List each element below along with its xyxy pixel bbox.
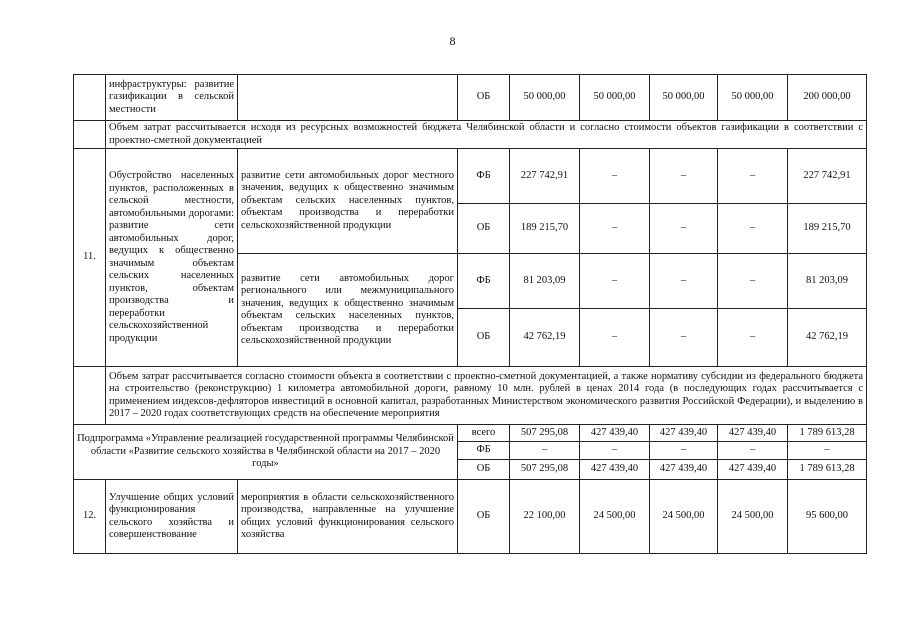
amount-cell: –	[718, 309, 788, 367]
table-row	[74, 425, 867, 442]
amount-cell: –	[510, 442, 580, 460]
amount-cell: 24 500,00	[650, 480, 718, 554]
amount-cell: –	[580, 254, 650, 309]
page-number: 8	[449, 34, 456, 48]
amount-cell: –	[718, 204, 788, 254]
amount-cell: –	[650, 442, 718, 460]
amount-cell: –	[650, 204, 718, 254]
amount-cell: 81 203,09	[510, 254, 580, 309]
amount-cell: –	[580, 442, 650, 460]
total-cell: 95 600,00	[788, 480, 867, 554]
amount-cell: 507 295,08	[510, 460, 580, 480]
amount-cell: –	[580, 309, 650, 367]
table-row	[74, 367, 867, 425]
amount-cell: –	[718, 442, 788, 460]
amount-cell: 50 000,00	[580, 75, 650, 121]
event-name: Обустройство населенных пунктов, расположенных в сельской местности, автомобильными дорогами: развитие сети автомобильных дорог, ведущих к общественно значимым объектам сельских населенных пунктов, объектам производства и переработки сельскохозяйственной продукции	[106, 149, 238, 367]
event-activity: развитие сети автомобильных дорог местного значения, ведущих к общественно значимым объектам сельских населенных пунктов, объектам производства и переработки сельскохозяйственной продукции	[238, 149, 458, 254]
amount-cell: 427 439,40	[650, 460, 718, 480]
table-row	[74, 149, 867, 204]
total-cell: 42 762,19	[788, 309, 867, 367]
amount-cell: 427 439,40	[580, 425, 650, 442]
amount-cell: 24 500,00	[580, 480, 650, 554]
table-row	[74, 480, 867, 554]
table-row	[74, 75, 867, 121]
event-activity: развитие сети автомобильных дорог регионального или межмуниципального значения, ведущих к общественно значимым объектам сельских населенных пунктов, объектам производства и переработки сельскохозяйственной продукции	[238, 254, 458, 367]
subprogram-title: Подпрограмма «Управление реализацией государственной программы Челябинской области «Развитие сельского хозяйства в Челябинской области на 2017 – 2020 годы»	[74, 425, 458, 480]
amount-cell: 427 439,40	[718, 425, 788, 442]
amount-cell: –	[580, 149, 650, 204]
amount-cell: –	[718, 149, 788, 204]
amount-cell: 427 439,40	[580, 460, 650, 480]
table-row	[74, 121, 867, 149]
amount-cell: 24 500,00	[718, 480, 788, 554]
total-cell: 81 203,09	[788, 254, 867, 309]
funding-source: ОБ	[458, 75, 510, 121]
event-activity	[238, 75, 458, 121]
funding-source: ФБ	[458, 442, 510, 460]
amount-cell: 189 215,70	[510, 204, 580, 254]
amount-cell: 507 295,08	[510, 425, 580, 442]
total-cell: 1 789 613,28	[788, 425, 867, 442]
amount-cell: 50 000,00	[510, 75, 580, 121]
row-number: 11.	[74, 149, 106, 367]
total-cell: 1 789 613,28	[788, 460, 867, 480]
total-cell: 200 000,00	[788, 75, 867, 121]
cost-note: Объем затрат рассчитывается согласно стоимости объекта в соответствии с проектно-сметной документацией, а также нормативу субсидии из федерального бюджета на строительство (реконструкцию) 1 километра автомобильной дороги, равному 10 млн. рублей в ценах 2014 года (в последующих годах рассчитывается с применением индексов-дефляторов инвестиций в основной капитал, разработанных Министерством экономического развития Российской Федерации), и выделению в 2017 – 2020 годах соответствующих средств на обеспечение мероприятия	[106, 367, 867, 425]
amount-cell: –	[650, 309, 718, 367]
amount-cell: –	[650, 254, 718, 309]
amount-cell: –	[650, 149, 718, 204]
funding-source: ОБ	[458, 460, 510, 480]
amount-cell: 42 762,19	[510, 309, 580, 367]
amount-cell: 22 100,00	[510, 480, 580, 554]
amount-cell: 50 000,00	[718, 75, 788, 121]
funding-source: ФБ	[458, 254, 510, 309]
amount-cell: –	[718, 254, 788, 309]
row-number-cell	[74, 121, 106, 149]
total-cell: –	[788, 442, 867, 460]
event-name: инфраструктуры: развитие газификации в сельской местности	[106, 75, 238, 121]
total-cell: 227 742,91	[788, 149, 867, 204]
event-name: Улучшение общих условий функционирования сельского хозяйства и совершенствование	[106, 480, 238, 554]
amount-cell: 50 000,00	[650, 75, 718, 121]
amount-cell: –	[580, 204, 650, 254]
row-number: 12.	[74, 480, 106, 554]
program-table	[73, 74, 867, 554]
cost-note: Объем затрат рассчитывается исходя из ресурсных возможностей бюджета Челябинской области и согласно стоимости объектов газификации в соответствии с проектно-сметной документацией	[106, 121, 867, 149]
row-number-cell	[74, 75, 106, 121]
event-activity: мероприятия в области сельскохозяйственного производства, направленные на улучшение общих условий функционирования сельского хозяйства	[238, 480, 458, 554]
funding-source: ОБ	[458, 309, 510, 367]
funding-source: ОБ	[458, 204, 510, 254]
total-cell: 189 215,70	[788, 204, 867, 254]
funding-source: всего	[458, 425, 510, 442]
funding-source: ФБ	[458, 149, 510, 204]
amount-cell: 427 439,40	[718, 460, 788, 480]
amount-cell: 427 439,40	[650, 425, 718, 442]
row-number-cell	[74, 367, 106, 425]
amount-cell: 227 742,91	[510, 149, 580, 204]
funding-source: ОБ	[458, 480, 510, 554]
